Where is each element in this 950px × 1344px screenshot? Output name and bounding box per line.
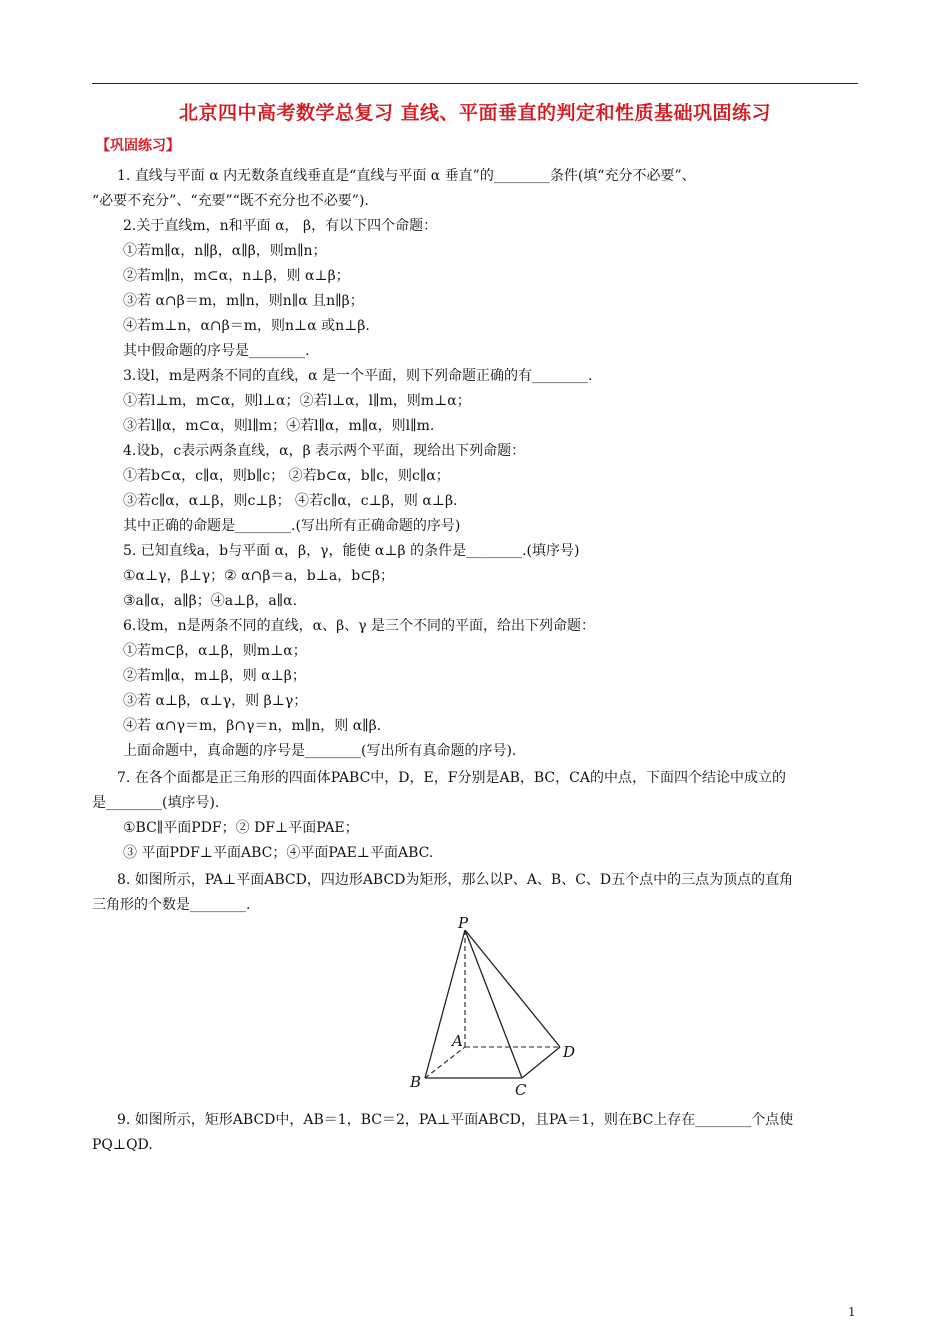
page-title: 北京四中高考数学总复习 直线、平面垂直的判定和性质基础巩固练习 (178, 102, 772, 124)
text-line: ③若 α⊥β，α⊥γ，则 β⊥γ； (123, 693, 308, 709)
text-line: 上面命题中，真命题的序号是________(写出所有真命题的序号). (123, 743, 517, 759)
text-line: “必要不充分”、“充要”“既不充分也不必要”). (92, 193, 369, 209)
text-line: 1. 直线与平面 α 内无数条直线垂直是“直线与平面 α 垂直”的________条件(填“充分不必要”、 (117, 168, 696, 184)
text-line: ①若l⊥m，m⊂α，则l⊥α；②若l⊥α，l∥m，则m⊥α； (123, 393, 471, 409)
text-line: ④若m⊥n，α∩β＝m，则n⊥α 或n⊥β. (123, 318, 370, 334)
text-line: ③若 α∩β＝m，m∥n，则n∥α 且n∥β； (123, 293, 364, 309)
text-line: 其中正确的命题是________.(写出所有正确命题的序号) (123, 518, 461, 534)
text-line: 2.关于直线m，n和平面 α， β，有以下四个命题： (123, 218, 438, 234)
pyramid-figure (400, 915, 600, 1104)
section-heading: 【巩固练习】 (96, 138, 180, 154)
text-line: ①若m∥α，n∥β，α∥β，则m∥n； (123, 243, 327, 259)
text-line: 5. 已知直线a，b与平面 α，β，γ，能使 α⊥β 的条件是________.(填序号) (123, 543, 580, 559)
label-b: B (410, 1073, 422, 1091)
text-line: ①若m⊂β，α⊥β，则m⊥α； (123, 643, 307, 659)
text-line: 3.设l，m是两条不同的直线，α 是一个平面，则下列命题正确的有________. (123, 368, 593, 384)
text-line: ①BC∥平面PDF；② DF⊥平面PAE； (123, 820, 359, 836)
label-d: D (563, 1043, 576, 1061)
pyramid-diagram (400, 915, 600, 1100)
text-line: ④若 α∩γ＝m，β∩γ＝n，m∥n，则 α∥β. (123, 718, 382, 734)
text-line: ①若b⊂α，c∥α，则b∥c； ②若b⊂α，b∥c，则c∥α； (123, 468, 450, 484)
text-line: ②若m∥α，m⊥β，则 α⊥β； (123, 668, 306, 684)
text-line: 6.设m，n是两条不同的直线，α、β、γ 是三个不同的平面，给出下列命题： (123, 618, 596, 634)
text-line: PQ⊥QD. (92, 1137, 153, 1153)
page-number: 1 (848, 1305, 856, 1319)
label-a: A (452, 1032, 463, 1050)
label-c: C (515, 1081, 527, 1099)
text-line: ①α⊥γ，β⊥γ；② α∩β＝a，b⊥a，b⊂β； (123, 568, 395, 584)
text-line: ③若l∥α，m⊂α，则l∥m；④若l∥α，m∥α，则l∥m. (123, 418, 435, 434)
text-line: ③a∥α，a∥β；④a⊥β，a∥α. (123, 593, 298, 609)
edge-pc (465, 930, 522, 1078)
edge-pb (425, 930, 465, 1078)
text-line: ②若m∥n，m⊂α，n⊥β，则 α⊥β； (123, 268, 350, 284)
edge-ab (425, 1047, 465, 1078)
text-line: ③若c∥α，α⊥β，则c⊥β； ④若c∥α，c⊥β，则 α⊥β. (123, 493, 458, 509)
text-line: 9. 如图所示，矩形ABCD中，AB＝1，BC＝2，PA⊥平面ABCD，且PA＝1，则在BC上存在________个点使 (117, 1112, 794, 1128)
text-line: 三角形的个数是________. (92, 897, 251, 913)
text-line: 其中假命题的序号是________. (123, 343, 310, 359)
text-line: 4.设b，c表示两条直线，α，β 表示两个平面，现给出下列命题： (123, 443, 526, 459)
header-rule (92, 83, 858, 84)
edge-pd (465, 930, 560, 1047)
edge-cd (522, 1047, 560, 1078)
label-p: P (458, 915, 469, 932)
text-line: ③ 平面PDF⊥平面ABC；④平面PAE⊥平面ABC. (123, 845, 434, 861)
text-line: 7. 在各个面都是正三角形的四面体PABC中，D，E，F分别是AB，BC，CA的中点，下面四个结论中成立的 (117, 770, 786, 786)
text-line: 是________(填序号). (92, 795, 220, 811)
text-line: 8. 如图所示，PA⊥平面ABCD，四边形ABCD为矩形，那么以P、A、B、C、D五个点中的三点为顶点的直角 (117, 872, 794, 888)
